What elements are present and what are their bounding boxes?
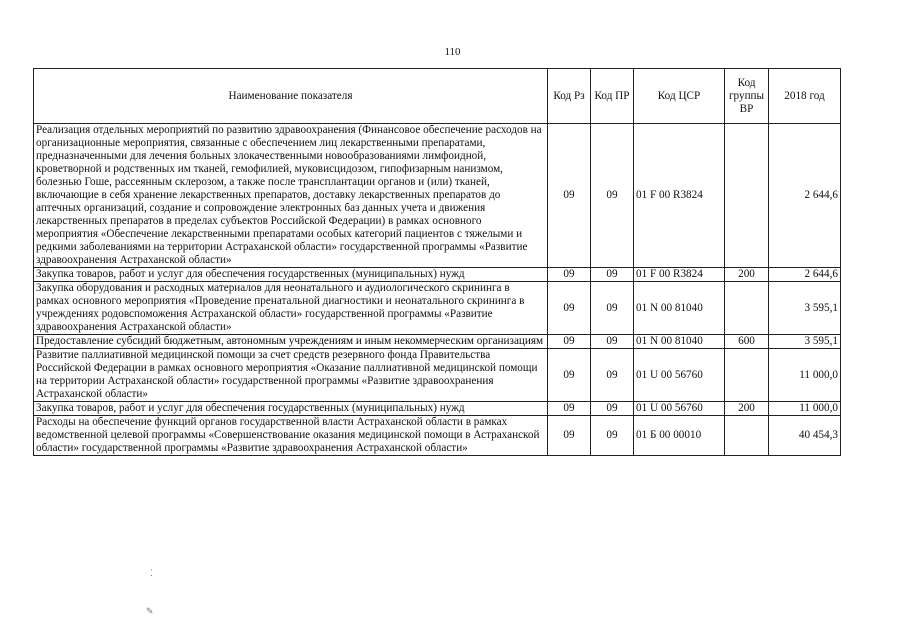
- row-pr: 09: [591, 282, 634, 335]
- row-pr: 09: [591, 124, 634, 268]
- header-year: 2018 год: [769, 69, 841, 124]
- row-rz: 09: [548, 335, 591, 349]
- row-vr: [725, 124, 769, 268]
- row-amount: 11 000,0: [769, 349, 841, 402]
- row-amount: 2 644,6: [769, 268, 841, 282]
- row-rz: 09: [548, 349, 591, 402]
- row-pr: 09: [591, 402, 634, 416]
- row-amount: 11 000,0: [769, 402, 841, 416]
- row-pr: 09: [591, 268, 634, 282]
- table-row: [34, 349, 841, 402]
- row-vr: 600: [725, 335, 769, 349]
- row-amount: 3 595,1: [769, 282, 841, 335]
- header-rz: Код Рз: [548, 69, 591, 124]
- row-name: Реализация отдельных мероприятий по развитию здравоохранения (Финансовое обеспечение расходов на организационные мероприятия, связанные с обеспечением лиц лекарственными препаратами, предназначенными для лечения больных злокачественными новообразованиями лимфоидной, кроветворной и родственных им тканей, гемофилией, муковисцидозом, гипофизарным нанизмом, болезнью Гоше, рассеянным склерозом, а также после трансплантации органов и (или) тканей, включающие в себя хранение лекарственных препаратов, доставку лекарственных препаратов до аптечных организаций, создание и сопровождение электронных баз данных учета и движения лекарственных препаратов в пределах субъектов Российской Федерации) в рамках основного мероприятия «Обеспечение лекарственными препаратами особых категорий пациентов с тяжелыми и редкими заболеваниями на территории Астраханской области» государственной программы «Развитие здравоохранения Астраханской области»: [34, 124, 548, 268]
- table-row: [34, 335, 841, 349]
- row-csr: 01 N 00 81040: [634, 282, 725, 335]
- row-rz: 09: [548, 416, 591, 456]
- header-csr: Код ЦСР: [634, 69, 725, 124]
- table-row: [34, 402, 841, 416]
- row-vr: [725, 349, 769, 402]
- row-vr: [725, 416, 769, 456]
- row-vr: [725, 282, 769, 335]
- row-vr: 200: [725, 402, 769, 416]
- row-pr: 09: [591, 416, 634, 456]
- row-csr: 01 N 00 81040: [634, 335, 725, 349]
- row-amount: 40 454,3: [769, 416, 841, 456]
- row-rz: 09: [548, 268, 591, 282]
- page-number: 110: [444, 46, 461, 58]
- scan-speck: ✎: [146, 606, 154, 616]
- table-header-row: [34, 69, 841, 124]
- table-row: [34, 124, 841, 268]
- scan-speck: ⁚: [150, 568, 153, 578]
- row-rz: 09: [548, 124, 591, 268]
- row-name: Закупка оборудования и расходных материалов для неонатального и аудиологического скрининга в рамках основного мероприятия «Проведение пренатальной диагностики и неонатального скрининга в учреждениях родовспоможения Астраханской области» государственной программы «Развитие здравоохранения Астраханской области»: [34, 282, 548, 335]
- header-name: Наименование показателя: [34, 69, 548, 124]
- row-csr: 01 F 00 R3824: [634, 268, 725, 282]
- row-name: Расходы на обеспечение функций органов государственной власти Астраханской области в рамках ведомственной целевой программы «Совершенствование оказания медицинской помощи в Астраханской области» государственной программы «Развитие здравоохранения Астраханской области»: [34, 416, 548, 456]
- table-row: [34, 268, 841, 282]
- header-vr: Код группы ВР: [725, 69, 769, 124]
- row-rz: 09: [548, 282, 591, 335]
- row-csr: 01 U 00 56760: [634, 349, 725, 402]
- row-csr: 01 U 00 56760: [634, 402, 725, 416]
- table-row: [34, 282, 841, 335]
- budget-table: [33, 68, 841, 456]
- row-name: Закупка товаров, работ и услуг для обеспечения государственных (муниципальных) нужд: [34, 402, 548, 416]
- row-name: Закупка товаров, работ и услуг для обеспечения государственных (муниципальных) нужд: [34, 268, 548, 282]
- row-pr: 09: [591, 349, 634, 402]
- row-rz: 09: [548, 402, 591, 416]
- row-name: Развитие паллиативной медицинской помощи за счет средств резервного фонда Правительства Российской Федерации в рамках основного мероприятия «Оказание паллиативной медицинской помощи на территории Астраханской области» государственной программы «Развитие здравоохранения Астраханской области»: [34, 349, 548, 402]
- row-pr: 09: [591, 335, 634, 349]
- row-name: Предоставление субсидий бюджетным, автономным учреждениям и иным некоммерческим организациям: [34, 335, 548, 349]
- row-vr: 200: [725, 268, 769, 282]
- row-amount: 2 644,6: [769, 124, 841, 268]
- row-amount: 3 595,1: [769, 335, 841, 349]
- row-csr: 01 Б 00 00010: [634, 416, 725, 456]
- row-csr: 01 F 00 R3824: [634, 124, 725, 268]
- header-pr: Код ПР: [591, 69, 634, 124]
- table-row: [34, 416, 841, 456]
